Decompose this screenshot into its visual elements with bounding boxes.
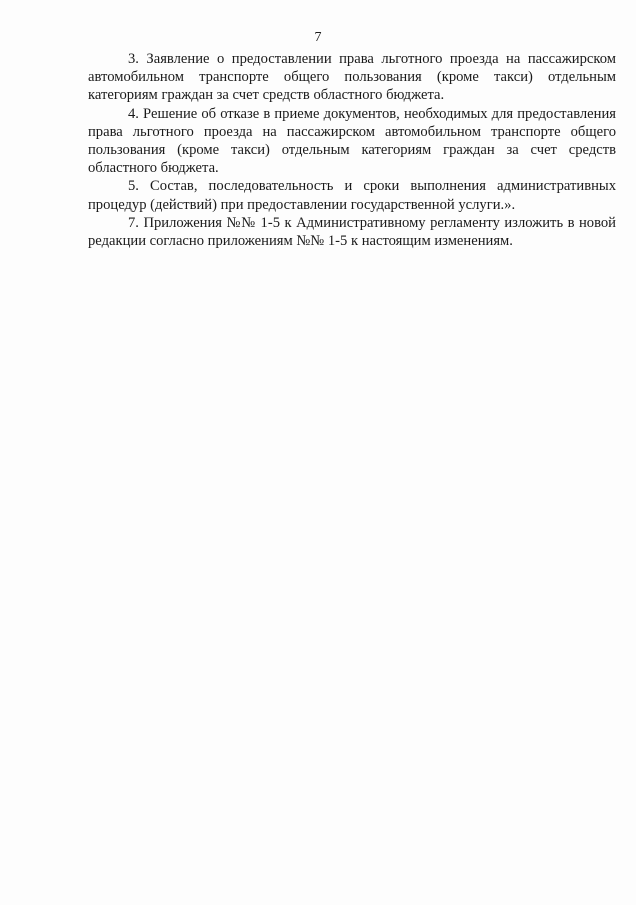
paragraph-item-3: 3. Заявление о предоставлении права льготного проезда на пассажирском автомобильном транспорте общего пользования (кроме такси) отдельным категориям граждан за счет средств областного бюджета. — [88, 51, 616, 104]
paragraph-item-7: 7. Приложения №№ 1-5 к Административному регламенту изложить в новой редакции согласно приложениям №№ 1-5 к настоящим изменениям. — [88, 214, 616, 250]
document-body — [88, 50, 616, 250]
page-number: 7 — [314, 30, 322, 45]
paragraph-item-4: 4. Решение об отказе в приеме документов, необходимых для предоставления права льготного проезда на пассажирском автомобильном транспорте общего пользования (кроме такси) отдельным категориям граждан за счет средств областного бюджета. — [88, 105, 616, 177]
paragraph-item-5: 5. Состав, последовательность и сроки выполнения административных процедур (действий) при предоставлении государственной услуги.». — [88, 178, 616, 213]
